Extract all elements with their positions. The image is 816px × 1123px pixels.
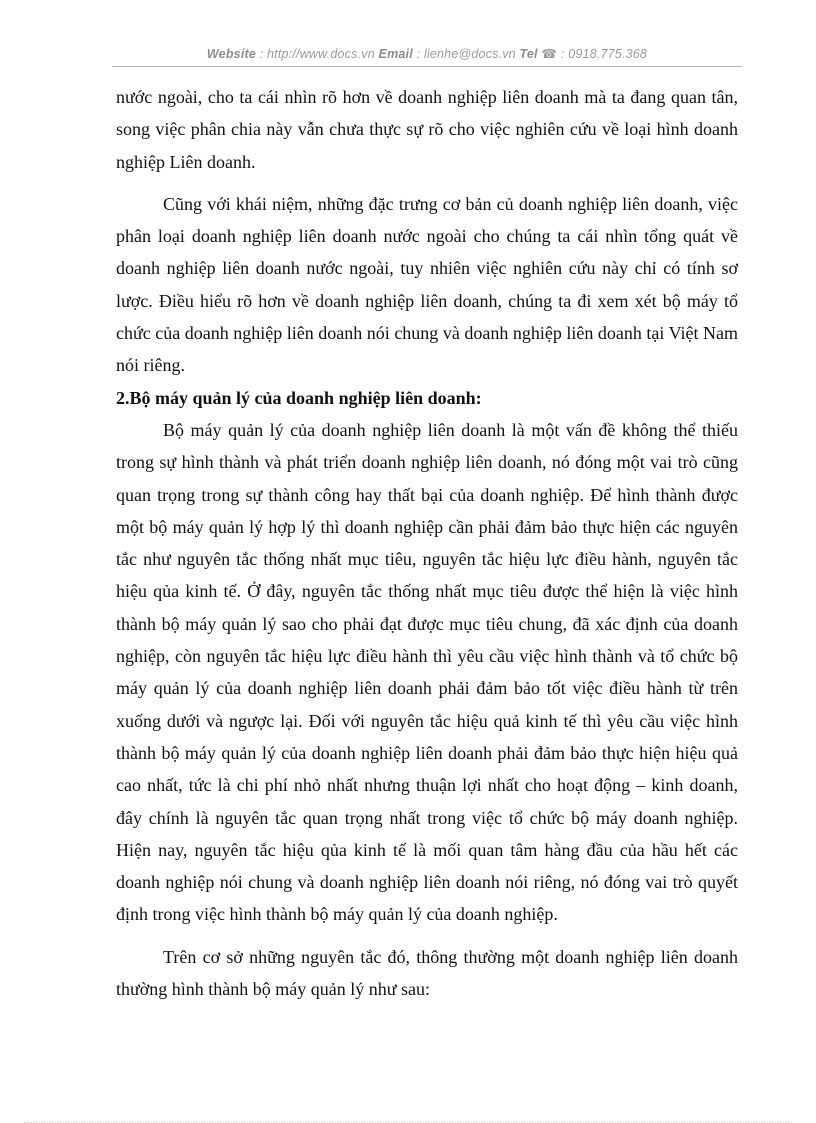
email-value: : lienhe@docs.vn bbox=[412, 47, 520, 61]
website-value: : http://www.docs.vn bbox=[256, 47, 379, 61]
tel-label: Tel bbox=[519, 47, 538, 61]
paragraph-management-structure: Bộ máy quản lý của doanh nghiệp liên doanh là một vấn đề không thể thiếu trong sự hình thành và phát triển doanh nghiệp liên doanh, nó đóng một vai trò cũng quan trọng trong sự thành công hay thất bại của doanh nghiệp. Để hình thành được một bộ máy quản lý hợp lý thì doanh nghiệp cần phải đảm bảo thực hiện các nguyên tắc như nguyên tắc thống nhất mục tiêu, nguyên tắc hiệu lực điều hành, nguyên tắc hiệu qủa kinh tế. Ở đây, nguyên tắc thống nhất mục tiêu được thể hiện là việc hình thành bộ máy quản lý sao cho phải đạt được mục tiêu chung, đã xác định của doanh nghiệp, còn nguyên tắc hiệu lực điều hành thì yêu cầu việc hình thành và tổ chức bộ máy quản lý của doanh nghiệp liên doanh phải đảm bảo tốt việc điều hành từ trên xuống dưới và ngược lại. Đối với nguyên tắc hiệu quả kinh tế thì yêu cầu việc hình thành bộ máy quản lý của doanh nghiệp liên doanh phải đảm bảo thực hiện hiệu quả cao nhất, tức là chi phí nhỏ nhất nhưng thuận lợi nhất cho hoạt động – kinh doanh, đây chính là nguyên tắc quan trọng nhất trong việc tổ chức bộ máy doanh nghiệp. Hiện nay, nguyên tắc hiệu qủa kinh tế là mối quan tâm hàng đầu của hầu hết các doanh nghiệp nói chung và doanh nghiệp liên doanh nói riêng, nó đóng vai trò quyết định trong việc hình thành bộ máy quản lý của doanh nghiệp. bbox=[116, 419, 738, 925]
paragraph-continuation: nước ngoài, cho ta cái nhìn rõ hơn về doanh nghiệp liên doanh mà ta đang quan tân, song việc phân chia này vẫn chưa thực sự rõ cho việc nghiên cứu về loại hình doanh nghiệp Liên doanh. bbox=[116, 87, 738, 172]
email-label: Email bbox=[378, 47, 413, 61]
paragraph-conclusion: Trên cơ sở những nguyên tắc đó, thông thường một doanh nghiệp liên doanh thường hình thành bộ máy quản lý như sau: bbox=[116, 946, 738, 1000]
page-header bbox=[112, 46, 742, 61]
section-heading: 2.Bộ máy quản lý của doanh nghiệp liên doanh: bbox=[116, 387, 482, 408]
header-divider bbox=[112, 66, 742, 67]
website-label: Website bbox=[206, 47, 257, 61]
document-body bbox=[116, 81, 738, 1005]
paragraph-classification: Cũng với khái niệm, những đặc trưng cơ bản củ doanh nghiệp liên doanh, việc phân loại doanh nghiệp liên doanh nước ngoài cho chúng ta cái nhìn tổng quát về doanh nghiệp liên doanh nước ngoài, tuy nhiên việc nghiên cứu này chỉ có tính sơ lược. Điều hiểu rõ hơn về doanh nghiệp liên doanh, chúng ta đi xem xét bộ máy tổ chức của doanh nghiệp liên doanh nói chung và doanh nghiệp liên doanh tại Việt Nam nói riêng. bbox=[116, 193, 738, 376]
tel-value: : 0918.775.368 bbox=[557, 47, 648, 61]
phone-icon: ☎ bbox=[541, 47, 558, 61]
